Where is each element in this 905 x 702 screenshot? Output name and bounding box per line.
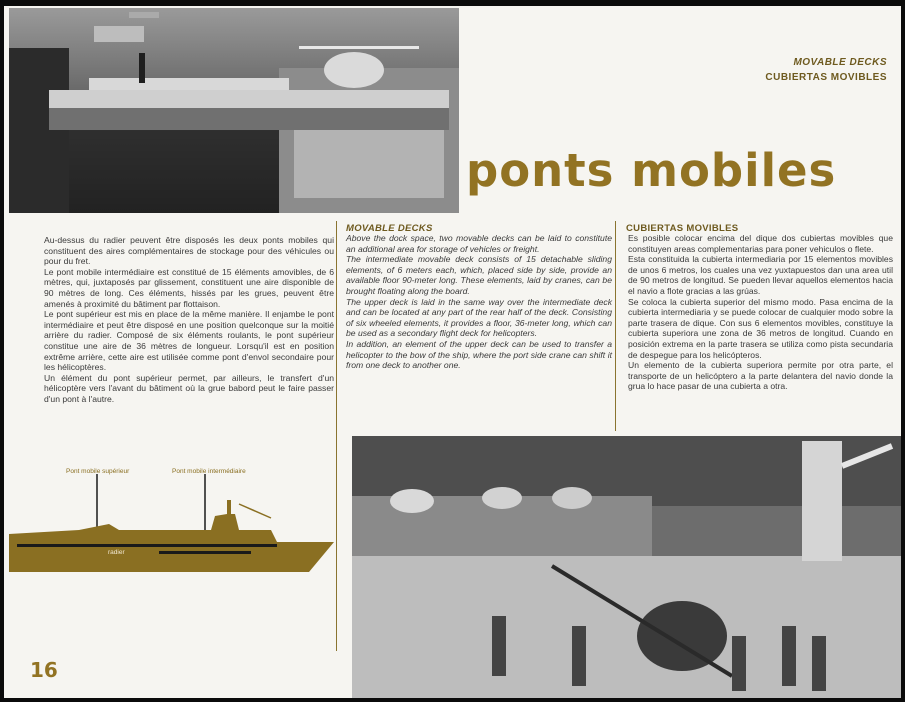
section-label-es: CUBIERTAS MOVIBLES	[765, 72, 887, 83]
paragraph: Es posible colocar encima del dique dos cubiertas movibles que constituyen areas complementarias para poner vehiculos o flete.	[628, 233, 893, 254]
page-title: ponts mobiles	[466, 144, 837, 197]
paragraph: Le pont supérieur est mis en place de la même manière. Il enjambe le pont intermédiaire et peut être disposé en une position quelconque sur la moitié arrière du radier. Composé de six éléments roulants, le pont supérieur constitue une aire de 36 mètres de longueur. Lorsqu'il est en position extrême arrière, cette aire est utilisée comme pont d'envol secondaire pour les hélicoptères.	[44, 309, 334, 373]
diagram-label-upper-deck: Pont mobile supérieur	[66, 468, 130, 475]
diagram-label-dock: radier	[108, 549, 125, 556]
diagram-label-intermediate-deck: Pont mobile intermédiaire	[172, 468, 246, 475]
photo-movable-deck-helicopter	[9, 8, 459, 213]
paragraph: Le pont mobile intermédiaire est constitué de 15 éléments amovibles, de 6 mètres, qui, juxtaposés par glissement, constituent une aire disponible de 90 mètres de long. Ces éléments, hissés par les grues, peuvent être amenés à proximité du bâtiment par flottaison.	[44, 266, 334, 309]
magazine-page	[4, 6, 901, 698]
paragraph: In addition, an element of the upper deck can be used to transfer a helicopter to the bow of the ship, where the port side crane can shift it from one deck to another one.	[346, 338, 612, 371]
column-heading-en: MOVABLE DECKS	[346, 223, 433, 234]
photo-helicopters-on-deck	[352, 436, 901, 698]
page-number: 16	[30, 658, 58, 682]
paragraph: Un elemento de la cubierta superiora permite por otra parte, el transporte de un helicóptero a la parte delantera del navio donde la grua lo hace pasar de una cubierta a otra.	[628, 360, 893, 392]
section-label-en: MOVABLE DECKS	[793, 57, 887, 68]
text-column-english	[346, 233, 612, 371]
text-column-spanish	[628, 233, 893, 392]
paragraph: Se coloca la cubierta superior del mismo modo. Pasa encima de la cubierta intermediaria y se puede colocar de cualquier modo sobre la parte trasera de dique. Con sus 6 elementos movibles, constituye la cubierta superiora une zona de 36 metros de longitud. Cuando en posición extrema en la parte trasera se utiliza como pista secundaria de despegue para los helicópteros.	[628, 296, 893, 360]
paragraph: Au-dessus du radier peuvent être disposés les deux ponts mobiles qui constituent des aires complémentaires de stockage pour des véhicules ou pour du fret.	[44, 235, 334, 267]
paragraph: Above the dock space, two movable decks can be laid to constitute an additional area for storage of vehicles or freight.	[346, 233, 612, 254]
column-heading-es: CUBIERTAS MOVIBLES	[626, 223, 739, 234]
paragraph: Un élément du pont supérieur permet, par ailleurs, le transfert d'un hélicoptère vers l'avant du bâtiment où la grue babord peut le faire passer d'un pont à l'autre.	[44, 372, 334, 404]
paragraph: The intermediate movable deck consists of 15 detachable sliding elements, of 6 meters each, which, placed side by side, provide an available floor 90-meter long. These elements, laid by cranes, can be brought floating along the board.	[346, 254, 612, 296]
column-divider	[336, 221, 337, 651]
column-divider	[615, 221, 616, 431]
text-column-french	[44, 235, 334, 405]
paragraph: Esta constituida la cubierta intermediaria por 15 elementos movibles de unos 6 metros, los cuales una vez yuxtapuestos dan una area util de 90 metros de longitud. Se pueden llevar aquellos elementos hacia el navio a flote gracias a las grúas.	[628, 254, 893, 296]
paragraph: The upper deck is laid in the same way over the intermediate deck and can be located at any part of the rear half of the deck. Consisting of six wheeled elements, it provides a floor, 36-meter long, which can be used as a secondary flight deck for helicopters.	[346, 296, 612, 339]
ship-diagram	[9, 474, 339, 574]
